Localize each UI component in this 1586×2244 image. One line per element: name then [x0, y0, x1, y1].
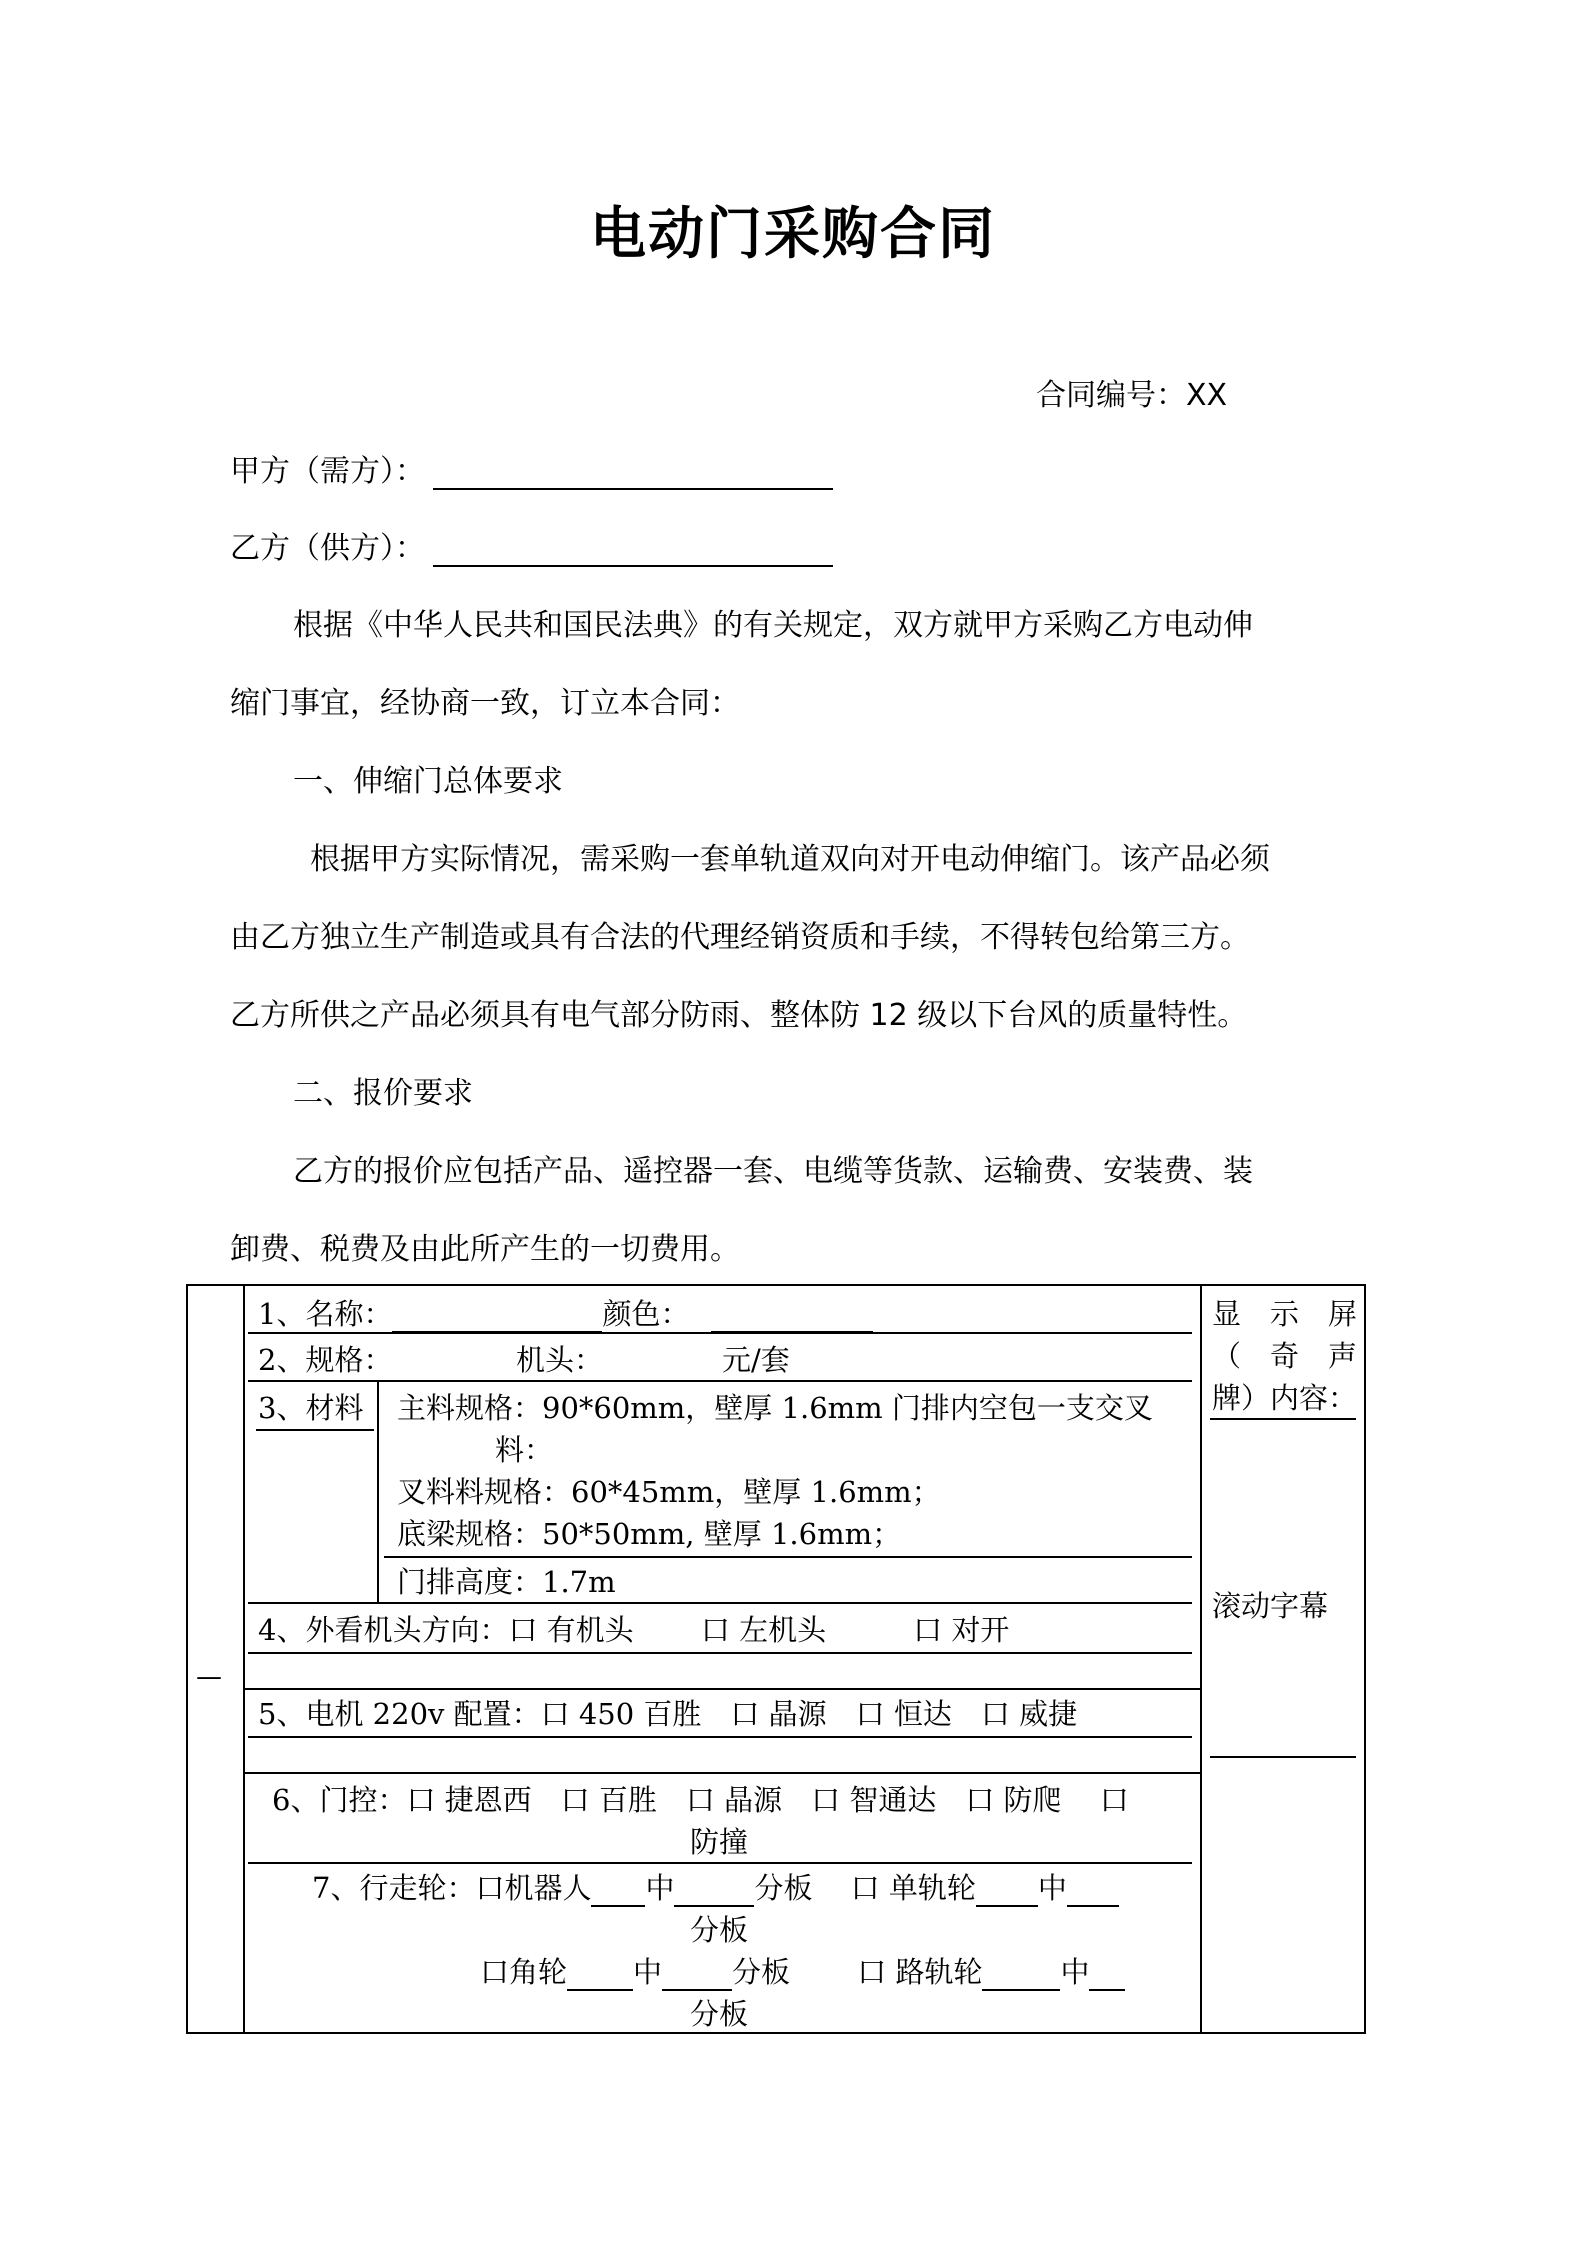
machine-head-direction: 4、外看机头方向：口 有机头 口 左机头 口 对开	[258, 1613, 1010, 1647]
machine-head-label: 机头：	[516, 1343, 604, 1377]
row5-text-line	[248, 1736, 1192, 1738]
display-screen-label-2: （ 奇 声	[1212, 1339, 1358, 1373]
wheel-split-1: 分板 口 单轨轮	[754, 1871, 976, 1905]
row3-line	[248, 1602, 1192, 1604]
table-border-left	[186, 1284, 188, 2032]
table-col-divider-2	[1200, 1284, 1202, 2032]
section2-heading: 二、报价要求	[293, 1076, 473, 1111]
wheel-split-2: 分板 口 路轨轮	[732, 1955, 983, 1989]
row5-line	[243, 1772, 1200, 1774]
color-label: 颜色：	[602, 1297, 690, 1331]
wheel-line-2: 分板	[690, 1913, 749, 1947]
party-b-blank[interactable]	[433, 535, 833, 567]
wheel-blank-2[interactable]	[674, 1877, 754, 1907]
door-control-options-cont: 防撞	[690, 1825, 749, 1859]
scrolling-subtitle: 滚动字幕	[1212, 1589, 1329, 1623]
wheel-blank-4[interactable]	[1067, 1877, 1119, 1907]
wheel-mid-3: 中	[633, 1955, 663, 1989]
contract-number: 合同编号：XX	[1036, 378, 1228, 413]
intro-line-1: 根据《中华人民共和国民法典》的有关规定，双方就甲方采购乙方电动伸	[293, 608, 1253, 643]
left-column-mark: —	[196, 1662, 222, 1692]
row6-line	[248, 1862, 1192, 1864]
wheel-mid-2: 中	[1037, 1871, 1067, 1905]
party-a-line	[230, 446, 833, 490]
wheel-corner-label: 口角轮	[480, 1955, 568, 1989]
row4-line	[243, 1688, 1200, 1690]
material-spec-line	[384, 1556, 1192, 1558]
name-label: 1、名称：	[258, 1297, 393, 1331]
wheel-blank-8[interactable]	[1089, 1961, 1125, 1991]
section1-heading: 一、伸缩门总体要求	[293, 764, 563, 799]
wheel-line-3	[480, 1950, 1125, 1991]
wheel-robot-label: 7、行走轮：口机器人	[312, 1871, 592, 1905]
wheel-line-1	[312, 1866, 1119, 1907]
table-border-top	[186, 1284, 1366, 1286]
price-unit: 元/套	[722, 1343, 790, 1377]
motor-config: 5、电机 220v 配置：口 450 百胜 口 晶源 口 恒达 口 威捷	[258, 1697, 1078, 1731]
party-a-label: 甲方（需方）：	[230, 454, 425, 489]
material-col-divider	[377, 1382, 379, 1604]
section2-line-2: 卸费、税费及由此所产生的一切费用。	[230, 1232, 740, 1267]
party-b-line	[230, 523, 833, 567]
door-height: 门排高度：1.7m	[397, 1565, 616, 1599]
document-title: 电动门采购合同	[590, 202, 996, 267]
side-bottom-line	[1210, 1756, 1356, 1758]
wheel-line-4: 分板	[690, 1997, 749, 2031]
party-b-label: 乙方（供方）：	[230, 531, 425, 566]
base-beam-spec: 底梁规格：50*50mm, 壁厚 1.6mm；	[397, 1517, 902, 1551]
material-label: 3、材料	[258, 1391, 364, 1425]
section1-line-1: 根据甲方实际情况，需采购一套单轨道双向对开电动伸缩门。该产品必须	[310, 842, 1270, 877]
spec-label: 2、规格：	[258, 1343, 393, 1377]
door-control-options: 6、门控：口 捷恩西 口 百胜 口 晶源 口 智通达 口 防爬 口	[272, 1783, 1129, 1817]
row1-name-cell	[258, 1292, 873, 1333]
main-material-spec-cont: 料：	[495, 1433, 554, 1467]
material-label-underline	[256, 1429, 374, 1431]
wheel-blank-3[interactable]	[976, 1877, 1038, 1907]
table-border-right	[1364, 1284, 1366, 2032]
color-blank[interactable]	[711, 1303, 873, 1333]
section1-line-3: 乙方所供之产品必须具有电气部分防雨、整体防 12 级以下台风的质量特性。	[230, 998, 1248, 1033]
name-blank[interactable]	[392, 1303, 602, 1333]
intro-line-2: 缩门事宜，经协商一致，订立本合同：	[230, 686, 740, 721]
wheel-blank-6[interactable]	[662, 1961, 732, 1991]
display-screen-label-3: 牌）内容：	[1212, 1381, 1358, 1415]
display-screen-label-1: 显 示 屏	[1212, 1297, 1358, 1331]
section2-line-1: 乙方的报价应包括产品、遥控器一套、电缆等货款、运输费、安装费、装	[293, 1154, 1253, 1189]
cross-material-spec: 叉料料规格：60*45mm，壁厚 1.6mm；	[397, 1475, 941, 1509]
main-material-spec: 主料规格：90*60mm，壁厚 1.6mm 门排内空包一支交叉	[397, 1391, 1153, 1425]
wheel-blank-1[interactable]	[591, 1877, 645, 1907]
wheel-mid-1: 中	[645, 1871, 675, 1905]
side-header-underline	[1210, 1418, 1356, 1420]
wheel-blank-5[interactable]	[567, 1961, 633, 1991]
table-border-bottom	[186, 2032, 1366, 2034]
wheel-blank-7[interactable]	[982, 1961, 1060, 1991]
row2-line	[248, 1380, 1192, 1382]
table-col-divider-1	[243, 1284, 245, 2032]
party-a-blank[interactable]	[433, 458, 833, 490]
section1-line-2: 由乙方独立生产制造或具有合法的代理经销资质和手续，不得转包给第三方。	[230, 920, 1250, 955]
row4-text-line	[248, 1652, 1192, 1654]
wheel-mid-4: 中	[1060, 1955, 1090, 1989]
